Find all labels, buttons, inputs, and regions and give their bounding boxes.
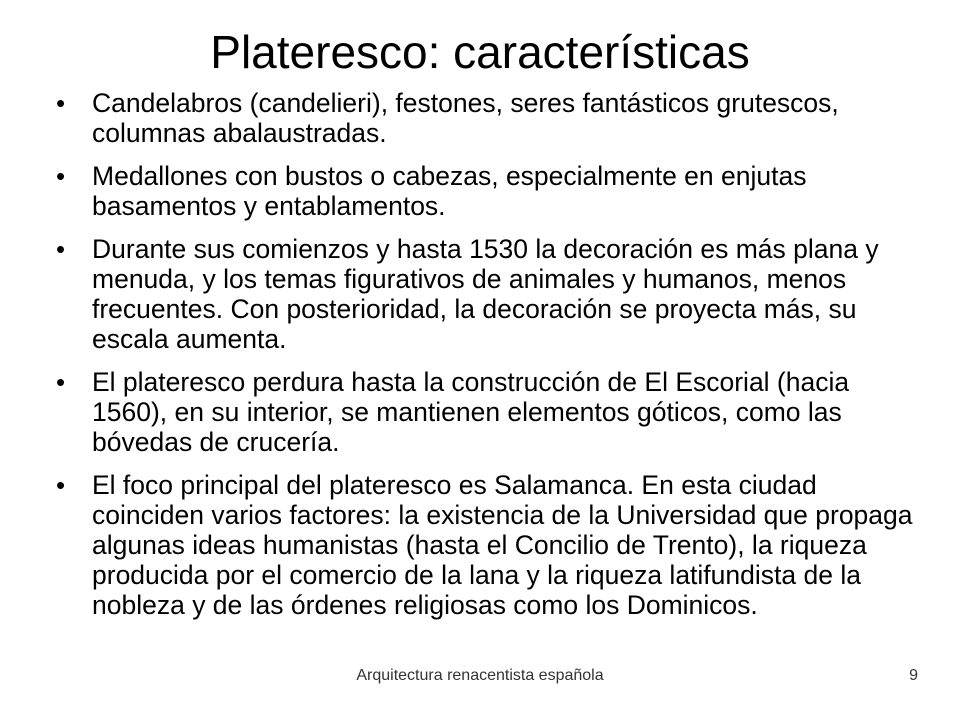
bullet-text: Durante sus comienzos y hasta 1530 la decoración es más plana y menuda, y los temas figurativos de animales y humanos, menos frecuentes. Con posterioridad, la decoración se proyecta más, su escala aumenta. xyxy=(92,234,879,354)
bullet-point-icon: • xyxy=(56,88,66,118)
bullet-point-icon: • xyxy=(56,367,66,397)
bullet-text: El foco principal del plateresco es Salamanca. En esta ciudad coinciden varios factores: la existencia de la Universidad que propaga algunas ideas humanistas (hasta el Concilio de Trento), la riqueza producida por el comercio de la lana y la riqueza latifundista de la nobleza y de las órdenes religiosas como los Dominicos. xyxy=(92,470,913,620)
bullet-text: El plateresco perdura hasta la construcción de El Escorial (hacia 1560), en su interior, se mantienen elementos góticos, como las bóvedas de crucería. xyxy=(92,367,850,457)
bullet-point-icon: • xyxy=(56,470,66,500)
bullet-list xyxy=(56,88,916,633)
bullet-text: Medallones con bustos o cabezas, especialmente en enjutas basamentos y entablamentos. xyxy=(92,161,807,221)
bullet-point-icon: • xyxy=(56,234,66,264)
bullet-item xyxy=(56,470,916,620)
slide-footer: Arquitectura renacentista española xyxy=(356,667,604,684)
bullet-point-icon: • xyxy=(56,161,66,191)
bullet-item xyxy=(56,161,916,221)
bullet-item xyxy=(56,234,916,354)
slide-number: 9 xyxy=(909,667,918,684)
bullet-item xyxy=(56,367,916,457)
bullet-text: Candelabros (candelieri), festones, seres fantásticos grutescos, columnas abalaustradas. xyxy=(92,88,839,148)
bullet-item xyxy=(56,88,916,148)
slide-title: Plateresco: características xyxy=(210,26,750,78)
